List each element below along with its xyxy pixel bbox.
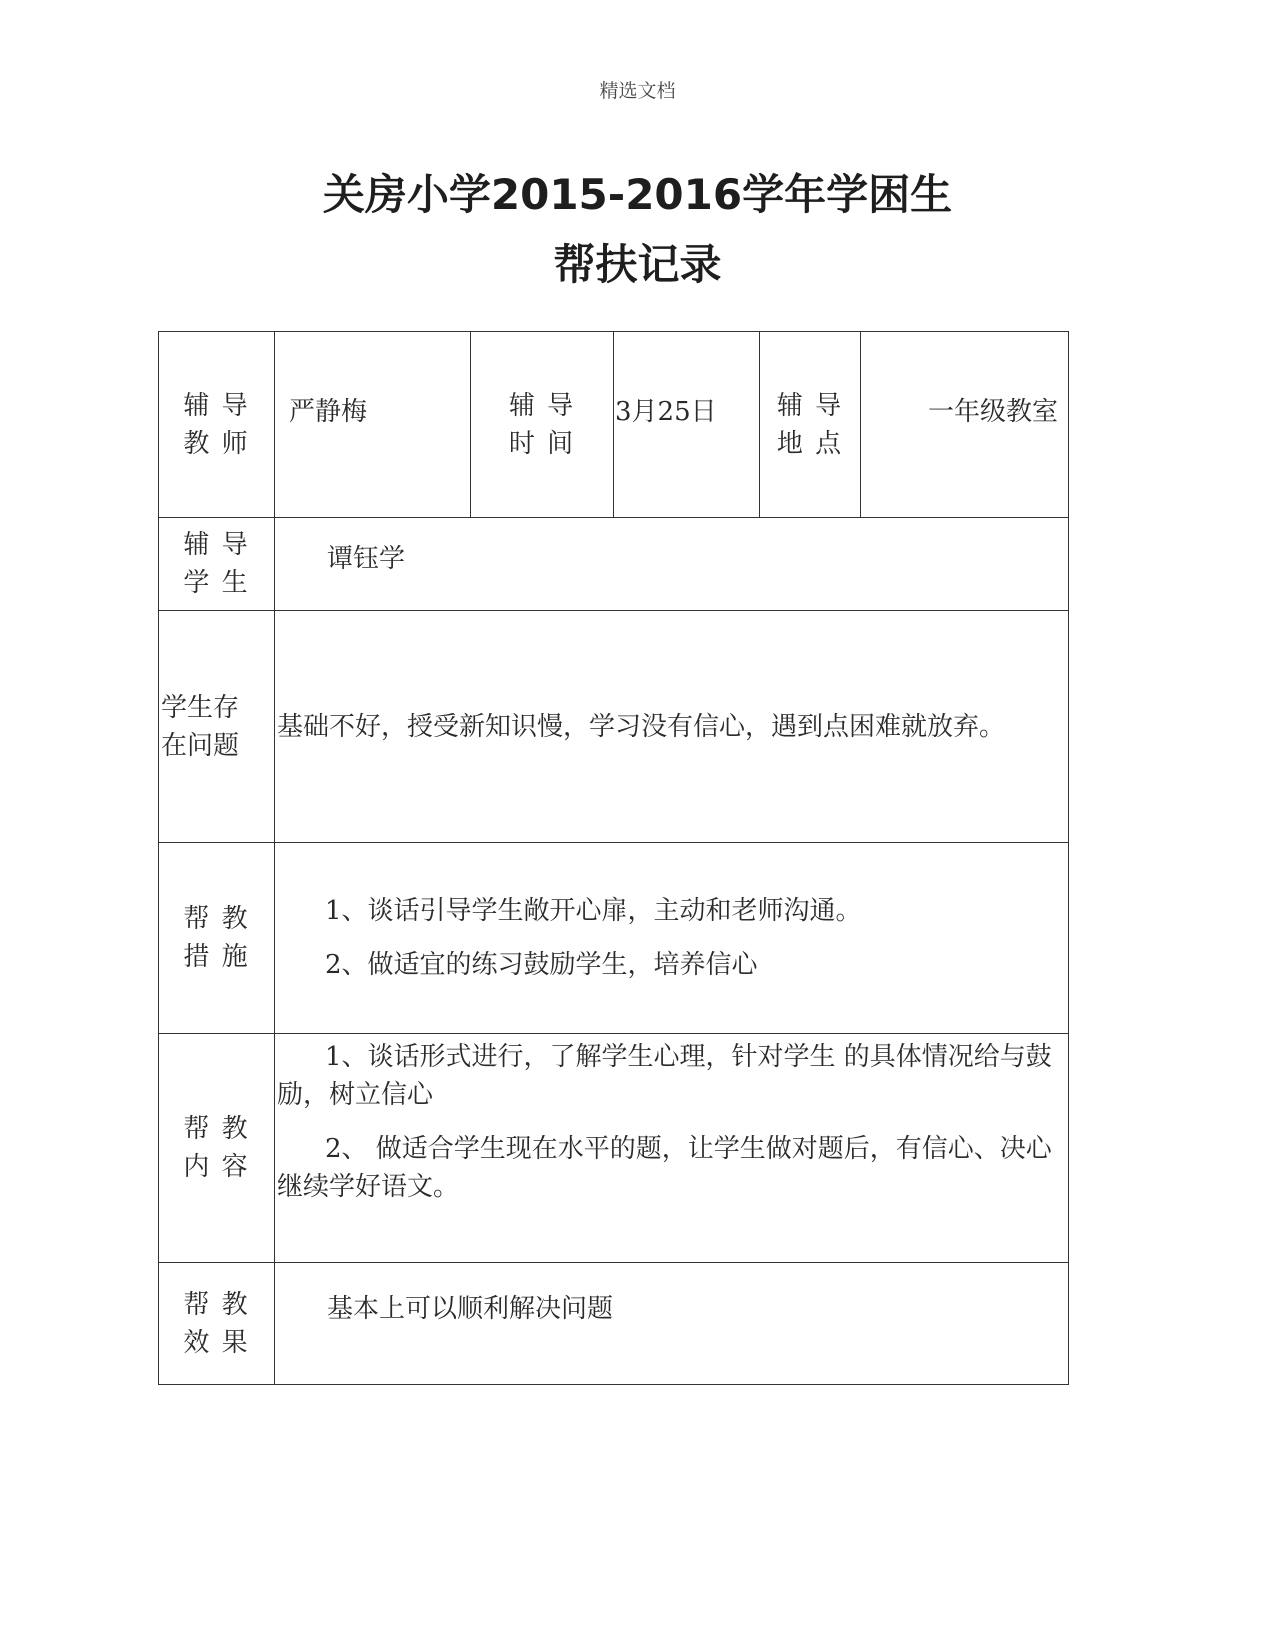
- document-title-line-1: 关房小学2015-2016学年学困生: [322, 170, 953, 219]
- record-table: [158, 331, 1069, 1385]
- measures-list: [275, 843, 1069, 1034]
- teacher-label: 辅 导 教 师: [159, 332, 275, 518]
- problem-label: 学生存 在问题: [159, 611, 275, 843]
- teacher-value: 严静梅: [275, 332, 471, 518]
- time-label: 辅 导 时 间: [471, 332, 614, 518]
- content-item: 1、谈话形式进行，了解学生心理，针对学生 的具体情况给与鼓励，树立信心: [277, 1042, 1052, 1110]
- content-label: 帮 教 内 容: [159, 1034, 275, 1263]
- header-note: 精选文档: [599, 80, 676, 102]
- measure-item: 1、谈话引导学生敞开心扉，主动和老师沟通。: [325, 896, 862, 926]
- measure-item: 2、做适宜的练习鼓励学生，培养信心: [325, 950, 758, 980]
- place-value: 一年级教室: [861, 332, 1069, 518]
- row-content: [159, 1034, 1069, 1263]
- effect-label: 帮 教 效 果: [159, 1263, 275, 1385]
- time-value: 3月25日: [614, 332, 760, 518]
- row-teacher-time-place: [159, 332, 1069, 518]
- place-label: 辅 导 地 点: [760, 332, 861, 518]
- student-label: 辅 导 学 生: [159, 518, 275, 611]
- content-list: [275, 1034, 1069, 1263]
- content-item: 2、 做适合学生现在水平的题，让学生做对题后，有信心、决心继续学好语文。: [277, 1134, 1052, 1202]
- document-title-line-2: 帮扶记录: [553, 240, 722, 289]
- row-student: [159, 518, 1069, 611]
- effect-value: 基本上可以顺利解决问题: [275, 1263, 1069, 1385]
- row-problem: [159, 611, 1069, 843]
- student-value: 谭钰学: [275, 518, 1069, 611]
- row-measures: [159, 843, 1069, 1034]
- problem-value: 基础不好，授受新知识慢，学习没有信心，遇到点困难就放弃。: [275, 611, 1069, 843]
- row-effect: [159, 1263, 1069, 1385]
- measures-label: 帮 教 措 施: [159, 843, 275, 1034]
